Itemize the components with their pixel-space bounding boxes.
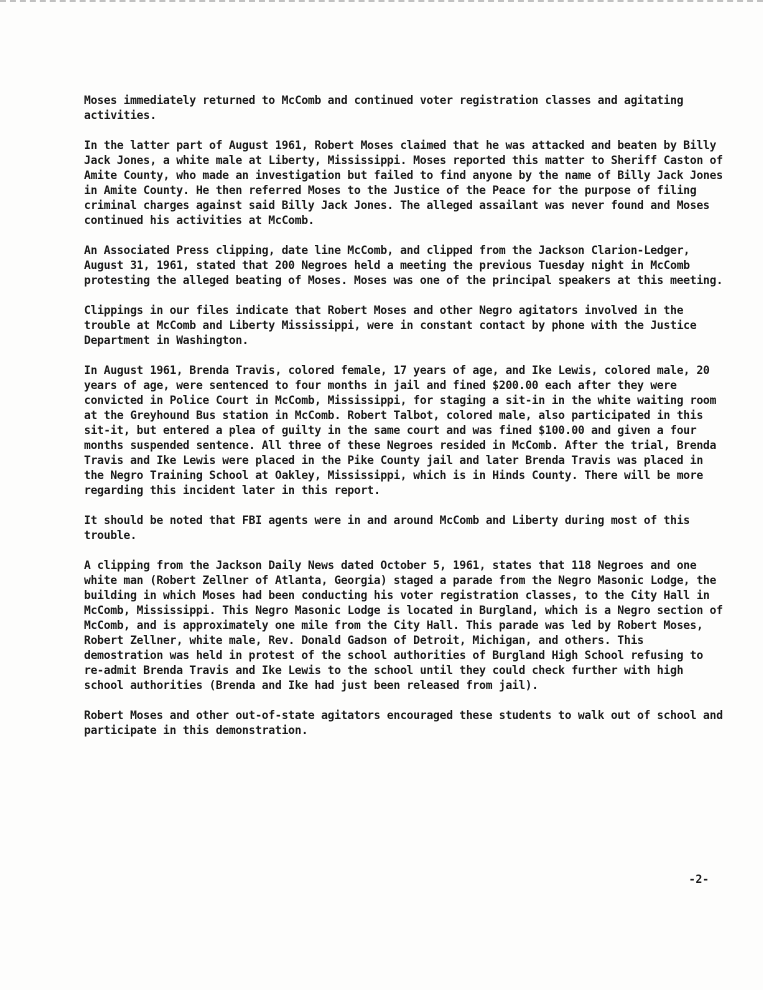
- paragraph-5: In August 1961, Brenda Travis, colored female, 17 years of age, and Ike Lewis, colored male, 20 years of age, were sentenced to four months in jail and fined $200.00 each after they were convicted in Police Court in McComb, Mississippi, for staging a sit-in in the white waiting room at the Greyhound Bus station in McComb. Robert Talbot, colored male, also participated in this sit-it, but entered a plea of guilty in the same court and was fined $100.00 and given a four months suspended sentence. All three of these Negroes resided in McComb. After the trial, Brenda Travis and Ike Lewis were placed in the Pike County jail and later Brenda Travis was placed in the Negro Training School at Oakley, Mississippi, which is in Hinds County. There will be more regarding this incident later in this report.: [84, 364, 717, 497]
- paragraph-2: In the latter part of August 1961, Robert Moses claimed that he was attacked and beaten by Billy Jack Jones, a white male at Liberty, Mississippi. Moses reported this matter to Sheriff Caston of Amite County, who made an investigation but failed to find anyone by the name of Billy Jack Jones in Amite County. He then referred Moses to the Justice of the Peace for the purpose of filing criminal charges against said Billy Jack Jones. The alleged assailant was never found and Moses continued his activities at McComb.: [84, 139, 723, 227]
- paragraph-7: A clipping from the Jackson Daily News dated October 5, 1961, states that 118 Negroes and one white man (Robert Zellner of Atlanta, Georgia) staged a parade from the Negro Masonic Lodge, the building in which Moses had been conducting his voter registration classes, to the City Hall in McComb, Mississippi. This Negro Masonic Lodge is located in Burgland, which is a Negro section of McComb, and is approximately one mile from the City Hall. This parade was led by Robert Moses, Robert Zellner, white male, Rev. Donald Gadson of Detroit, Michigan, and others. This demostration was held in protest of the school authorities of Burgland High School refusing to re-admit Brenda Travis and Ike Lewis to the school until they could check further with high school authorities (Brenda and Ike had just been released from jail).: [84, 559, 723, 692]
- scan-top-edge: [0, 0, 763, 18]
- page-number: -2-: [688, 873, 709, 886]
- paragraph-4: Clippings in our files indicate that Robert Moses and other Negro agitators involved in the trouble at McComb and Liberty Mississippi, were in constant contact by phone with the Justice Department in Washington.: [84, 304, 697, 347]
- paragraph-6: It should be noted that FBI agents were in and around McComb and Liberty during most of this trouble.: [84, 514, 690, 542]
- document-body: [84, 93, 724, 753]
- paragraph-3: An Associated Press clipping, date line McComb, and clipped from the Jackson Clarion-Ledger, August 31, 1961, stated that 200 Negroes held a meeting the previous Tuesday night in McComb protesting the alleged beating of Moses. Moses was one of the principal speakers at this meeting.: [84, 244, 723, 287]
- paragraph-1: Moses immediately returned to McComb and continued voter registration classes and agitating activities.: [84, 94, 684, 122]
- paragraph-8: Robert Moses and other out-of-state agitators encouraged these students to walk out of school and participate in this demonstration.: [84, 709, 723, 737]
